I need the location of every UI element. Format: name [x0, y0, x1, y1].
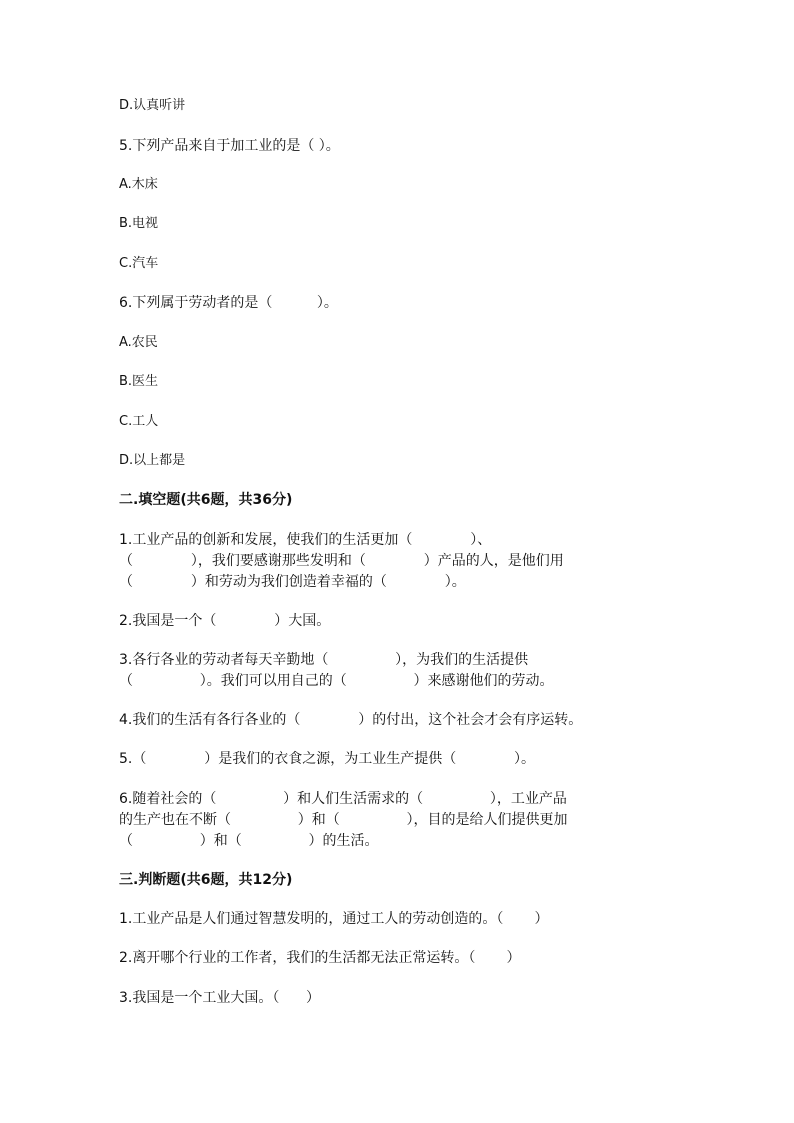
fill-q3-line1: 3.各行各业的劳动者每天辛勤地（ ），为我们的生活提供: [119, 652, 529, 668]
q6-stem: 6.下列属于劳动者的是（ ）。: [119, 295, 338, 311]
fill-q6-line1: 6.随着社会的（ ）和人们生活需求的（ ），工业产品: [119, 791, 567, 807]
judge-q1: 1.工业产品是人们通过智慧发明的，通过工人的劳动创造的。（ ）: [119, 911, 549, 927]
fill-q1-line2: （ ），我们要感谢那些发明和（ ）产品的人，是他们用: [119, 553, 564, 569]
fill-blank-heading: 二.填空题(共6题，共36分): [119, 492, 293, 508]
fill-q6-line2: 的生产也在不断（ ）和（ ），目的是给人们提供更加: [119, 812, 568, 828]
fill-q1-line1: 1.工业产品的创新和发展，使我们的生活更加（ ）、: [119, 532, 492, 548]
q6-option-a: A.农民: [119, 335, 158, 350]
fill-q6-line3: （ ）和（ ）的生活。: [119, 833, 379, 849]
fill-q1-line3: （ ）和劳动为我们创造着幸福的（ ）。: [119, 574, 466, 590]
q6-option-b: B.医生: [119, 374, 159, 389]
fill-q4: 4.我们的生活有各行各业的（ ）的付出，这个社会才会有序运转。: [119, 712, 583, 728]
q5-option-c: C.汽车: [119, 256, 159, 271]
fill-q2: 2.我国是一个（ ）大国。: [119, 613, 331, 629]
q5-option-b: B.电视: [119, 216, 159, 231]
q4-option-d: D.认真听讲: [119, 98, 186, 113]
q5-stem: 5.下列产品来自于加工业的是（ ）。: [119, 138, 340, 154]
q6-option-d: D.以上都是: [119, 453, 186, 468]
judge-heading: 三.判断题(共6题，共12分): [119, 872, 293, 888]
judge-q2: 2.离开哪个行业的工作者，我们的生活都无法正常运转。（ ）: [119, 950, 521, 966]
fill-q5: 5.（ ）是我们的衣食之源，为工业生产提供（ ）。: [119, 751, 536, 767]
q5-option-a: A.木床: [119, 177, 158, 192]
fill-q3-line2: （ ）。我们可以用自己的（ ）来感谢他们的劳动。: [119, 673, 554, 689]
judge-q3: 3.我国是一个工业大国。（ ）: [119, 990, 321, 1006]
q6-option-c: C.工人: [119, 414, 159, 429]
